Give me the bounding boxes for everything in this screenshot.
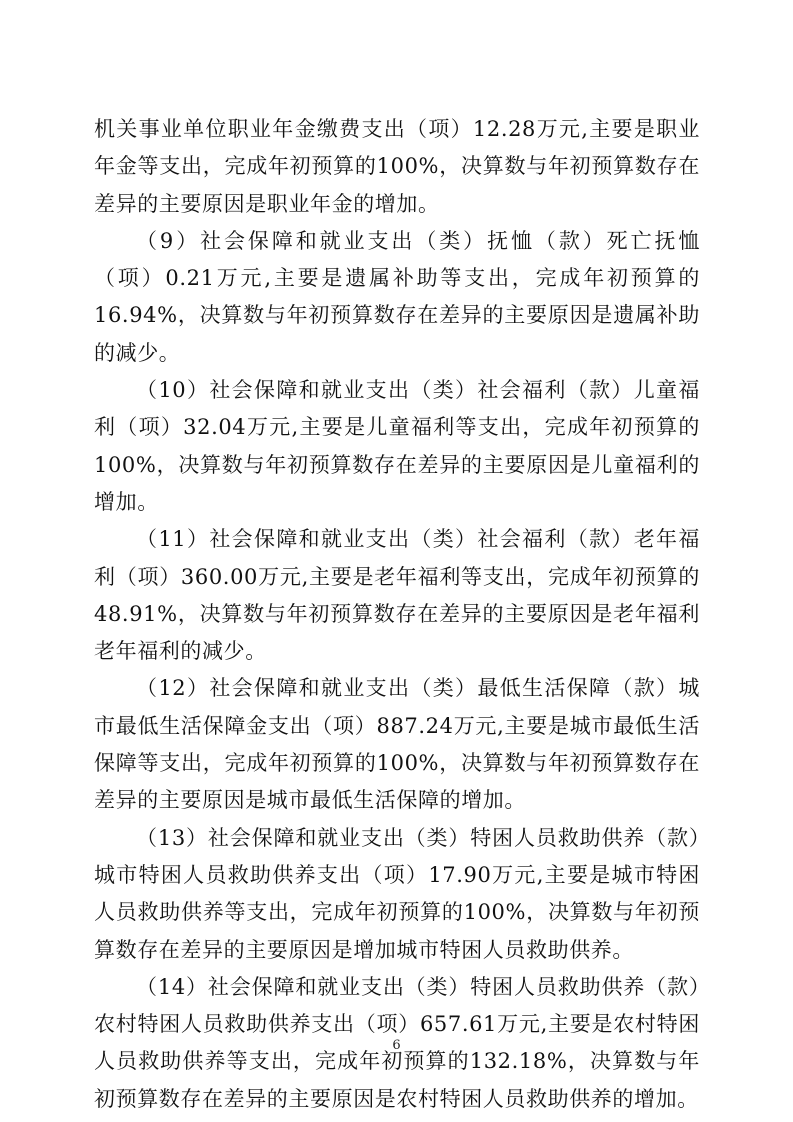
paragraph-item-14: （14）社会保障和就业支出（类）特困人员救助供养（款）农村特困人员救助供养支出（项）657.61万元,主要是农村特困人员救助供养等支出，完成年初预算的132.18%，决算数与年初预算数存在差异的主要原因是农村特困人员救助供养的增加。 bbox=[94, 974, 700, 1111]
paragraph-pension-contribution: 机关事业单位职业年金缴费支出（项）12.28万元,主要是职业年金等支出，完成年初预算的100%，决算数与年初预算数存在差异的主要原因是职业年金的增加。 bbox=[94, 117, 700, 216]
paragraph-item-13: （13）社会保障和就业支出（类）特困人员救助供养（款）城市特困人员救助供养支出（项）17.90万元,主要是城市特困人员救助供养等支出，完成年初预算的100%，决算数与年初预算数存在差异的主要原因是增加城市特困人员救助供养。 bbox=[94, 825, 700, 962]
page-number: 6 bbox=[392, 1038, 401, 1053]
paragraph-item-11: （11）社会保障和就业支出（类）社会福利（款）老年福利（项）360.00万元,主要是老年福利等支出，完成年初预算的48.91%，决算数与年初预算数存在差异的主要原因是老年福利老年福利的减少。 bbox=[94, 527, 700, 664]
paragraph-item-12: （12）社会保障和就业支出（类）最低生活保障（款）城市最低生活保障金支出（项）887.24万元,主要是城市最低生活保障等支出，完成年初预算的100%，决算数与年初预算数存在差异的主要原因是城市最低生活保障的增加。 bbox=[94, 676, 700, 813]
paragraph-item-10: （10）社会保障和就业支出（类）社会福利（款）儿童福利（项）32.04万元,主要是儿童福利等支出，完成年初预算的100%，决算数与年初预算数存在差异的主要原因是儿童福利的增加。 bbox=[94, 378, 700, 514]
paragraph-item-9: （9）社会保障和就业支出（类）抚恤（款）死亡抚恤（项）0.21万元,主要是遗属补助等支出，完成年初预算的16.94%，决算数与年初预算数存在差异的主要原因是遗属补助的减少。 bbox=[94, 228, 700, 365]
document-body bbox=[94, 111, 700, 1118]
